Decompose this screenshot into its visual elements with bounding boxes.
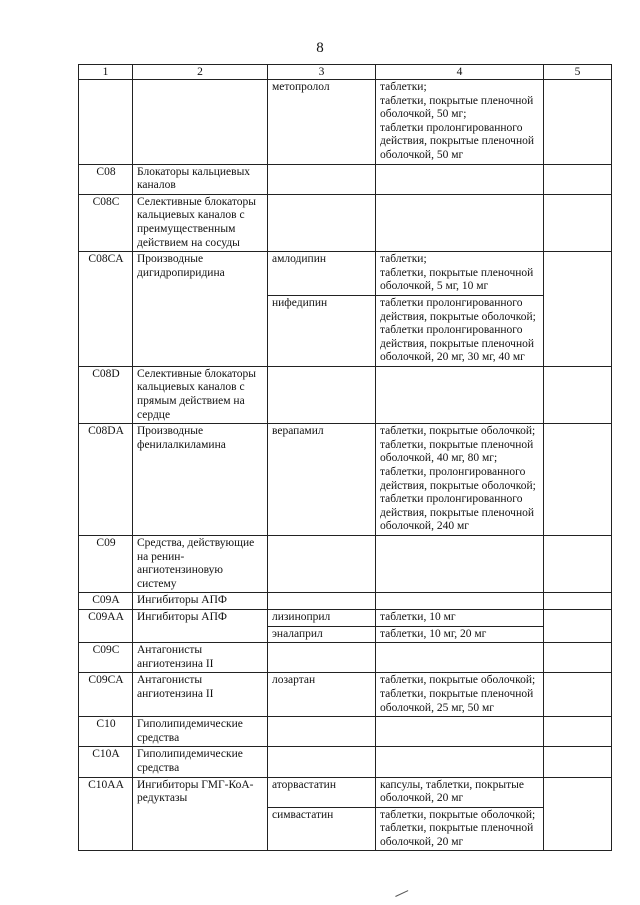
dosage-forms-cell bbox=[376, 609, 544, 626]
dosage-forms-cell bbox=[376, 295, 544, 366]
drug-name-cell: амлодипин bbox=[268, 252, 376, 296]
dosage-forms-cell bbox=[376, 252, 544, 296]
dosage-forms-cell bbox=[376, 194, 544, 251]
dosage-form: таблетки, 10 мг, 20 мг bbox=[380, 627, 487, 640]
dosage-forms-cell bbox=[376, 777, 544, 807]
dosage-form: таблетки, покрытые пленочной оболочкой, 20 мг bbox=[380, 822, 534, 848]
atc-code-cell: C09CA bbox=[79, 673, 133, 717]
dosage-form: таблетки, покрытые пленочной оболочкой, 50 мг; bbox=[380, 94, 534, 121]
column-header: 2 bbox=[133, 65, 268, 80]
notes-cell bbox=[544, 164, 612, 194]
atc-code-cell: C10AA bbox=[79, 777, 133, 851]
group-name-cell: Средства, действующие на ренин-ангиотензиновую систему bbox=[133, 536, 268, 593]
atc-code-cell: C08DA bbox=[79, 424, 133, 536]
drug-name-cell: эналаприл bbox=[268, 626, 376, 643]
drug-name-cell bbox=[268, 164, 376, 194]
notes-cell bbox=[544, 536, 612, 593]
column-header: 4 bbox=[376, 65, 544, 80]
atc-code-cell bbox=[79, 80, 133, 165]
drug-name-cell: лизиноприл bbox=[268, 609, 376, 626]
notes-cell bbox=[544, 717, 612, 747]
table-row bbox=[79, 424, 612, 536]
dosage-form: таблетки, пролонгированного действия, покрытые оболочкой; bbox=[380, 466, 536, 492]
dosage-form: таблетки, покрытые оболочкой; bbox=[380, 425, 536, 438]
table-row bbox=[79, 609, 612, 626]
group-name-cell: Производные фенилалкиламина bbox=[133, 424, 268, 536]
dosage-form: таблетки, покрытые оболочкой; bbox=[380, 674, 536, 687]
notes-cell bbox=[544, 609, 612, 642]
notes-cell bbox=[544, 643, 612, 673]
column-header: 3 bbox=[268, 65, 376, 80]
atc-code-cell: C09 bbox=[79, 536, 133, 593]
atc-code-cell: C09AA bbox=[79, 609, 133, 642]
table-row bbox=[79, 252, 612, 296]
notes-cell bbox=[544, 673, 612, 717]
table-row bbox=[79, 717, 612, 747]
table-row bbox=[79, 777, 612, 807]
atc-code-cell: C09A bbox=[79, 593, 133, 610]
notes-cell bbox=[544, 194, 612, 251]
column-header: 1 bbox=[79, 65, 133, 80]
drug-name-cell bbox=[268, 194, 376, 251]
table-row bbox=[79, 536, 612, 593]
group-name-cell: Гиполипидемические средства bbox=[133, 717, 268, 747]
notes-cell bbox=[544, 252, 612, 367]
group-name-cell: Селективные блокаторы кальциевых каналов с прямым действием на сердце bbox=[133, 366, 268, 423]
drug-name-cell: метопролол bbox=[268, 80, 376, 165]
notes-cell bbox=[544, 593, 612, 610]
dosage-form: таблетки пролонгированного действия, покрытые пленочной оболочкой, 50 мг bbox=[380, 121, 535, 161]
dosage-forms-cell bbox=[376, 424, 544, 536]
dosage-form: таблетки, покрытые оболочкой; bbox=[380, 808, 536, 821]
group-name-cell: Блокаторы кальциевых каналов bbox=[133, 164, 268, 194]
dosage-forms-cell bbox=[376, 164, 544, 194]
notes-cell bbox=[544, 80, 612, 165]
table-header-row bbox=[79, 65, 612, 80]
dosage-forms-cell bbox=[376, 536, 544, 593]
table-row bbox=[79, 673, 612, 717]
table-body bbox=[79, 80, 612, 851]
drug-name-cell bbox=[268, 536, 376, 593]
dosage-form: капсулы, таблетки, покрытые оболочкой, 20 мг bbox=[380, 778, 524, 805]
group-name-cell: Гиполипидемические средства bbox=[133, 747, 268, 777]
drug-name-cell: лозартан bbox=[268, 673, 376, 717]
notes-cell bbox=[544, 366, 612, 423]
group-name-cell bbox=[133, 80, 268, 165]
drug-name-cell: симвастатин bbox=[268, 807, 376, 851]
dosage-forms-cell bbox=[376, 807, 544, 851]
atc-code-cell: C10A bbox=[79, 747, 133, 777]
group-name-cell: Селективные блокаторы кальциевых каналов с преимущественным действием на сосуды bbox=[133, 194, 268, 251]
table-row bbox=[79, 164, 612, 194]
drug-name-cell bbox=[268, 643, 376, 673]
notes-cell bbox=[544, 747, 612, 777]
atc-code-cell: C08 bbox=[79, 164, 133, 194]
dosage-forms-cell bbox=[376, 626, 544, 643]
dosage-form: таблетки, покрытые пленочной оболочкой, 5 мг, 10 мг bbox=[380, 266, 534, 293]
drug-name-cell bbox=[268, 593, 376, 610]
drug-table bbox=[78, 64, 612, 851]
dosage-form: таблетки, покрытые пленочной оболочкой, 25 мг, 50 мг bbox=[380, 687, 534, 714]
atc-code-cell: C09C bbox=[79, 643, 133, 673]
dosage-forms-cell bbox=[376, 643, 544, 673]
group-name-cell: Антагонисты ангиотензина II bbox=[133, 673, 268, 717]
dosage-form: таблетки, покрытые пленочной оболочкой, 40 мг, 80 мг; bbox=[380, 438, 534, 465]
table-row bbox=[79, 643, 612, 673]
table-row bbox=[79, 80, 612, 165]
drug-name-cell bbox=[268, 747, 376, 777]
dosage-form: таблетки пролонгированного действия, покрытые пленочной оболочкой, 20 мг, 30 мг, 40 мг bbox=[380, 324, 535, 364]
dosage-form: таблетки пролонгированного действия, покрытые пленочной оболочкой, 240 мг bbox=[380, 493, 535, 533]
group-name-cell: Ингибиторы АПФ bbox=[133, 593, 268, 610]
dosage-forms-cell bbox=[376, 593, 544, 610]
atc-code-cell: C08D bbox=[79, 366, 133, 423]
drug-name-cell bbox=[268, 717, 376, 747]
column-header: 5 bbox=[544, 65, 612, 80]
drug-name-cell: верапамил bbox=[268, 424, 376, 536]
group-name-cell: Антагонисты ангиотензина II bbox=[133, 643, 268, 673]
table-row bbox=[79, 366, 612, 423]
drug-name-cell: аторвастатин bbox=[268, 777, 376, 807]
page-number: 8 bbox=[316, 40, 324, 56]
notes-cell bbox=[544, 424, 612, 536]
dosage-forms-cell bbox=[376, 747, 544, 777]
group-name-cell: Ингибиторы ГМГ-КоА-редуктазы bbox=[133, 777, 268, 851]
group-name-cell: Производные дигидропиридина bbox=[133, 252, 268, 367]
dosage-form: таблетки; bbox=[380, 81, 427, 93]
dosage-forms-cell bbox=[376, 366, 544, 423]
table-row bbox=[79, 747, 612, 777]
drug-name-cell: нифедипин bbox=[268, 295, 376, 366]
dosage-forms-cell bbox=[376, 673, 544, 717]
dosage-form: таблетки; bbox=[380, 253, 427, 266]
pen-mark bbox=[395, 890, 409, 898]
notes-cell bbox=[544, 777, 612, 851]
dosage-forms-cell bbox=[376, 717, 544, 747]
table-row bbox=[79, 194, 612, 251]
atc-code-cell: C08CA bbox=[79, 252, 133, 367]
dosage-forms-cell bbox=[376, 80, 544, 165]
table-row bbox=[79, 593, 612, 610]
atc-code-cell: C08C bbox=[79, 194, 133, 251]
atc-code-cell: C10 bbox=[79, 717, 133, 747]
drug-name-cell bbox=[268, 366, 376, 423]
dosage-form: таблетки, 10 мг bbox=[380, 610, 456, 623]
group-name-cell: Ингибиторы АПФ bbox=[133, 609, 268, 642]
dosage-form: таблетки пролонгированного действия, покрытые оболочкой; bbox=[380, 296, 536, 323]
